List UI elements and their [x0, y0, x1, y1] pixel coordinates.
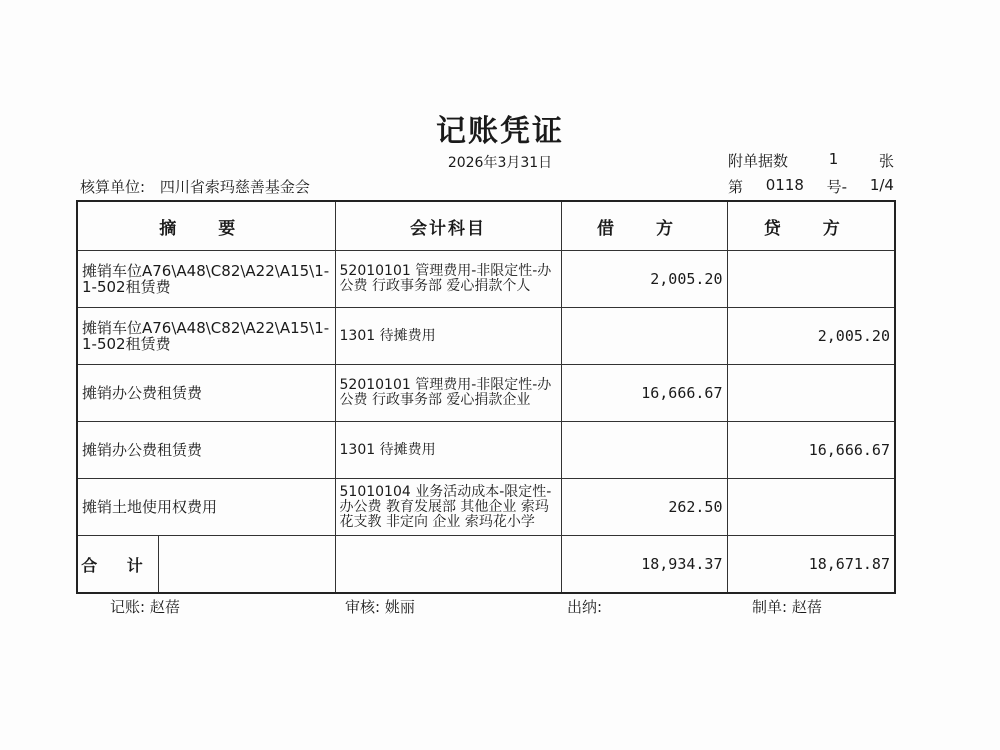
- row-subject: 52010101 管理费用-非限定性-办公费 行政事务部 爱心捐款个人: [335, 251, 561, 308]
- row-credit: [727, 365, 895, 422]
- attachment-label: 附单据数: [728, 152, 789, 170]
- table-row: [77, 308, 895, 365]
- row-debit: 2,005.20: [561, 251, 727, 308]
- row-subject: 1301 待摊费用: [335, 308, 561, 365]
- row-debit: [561, 422, 727, 479]
- attachment-number: 1: [828, 150, 839, 168]
- table-header-row: [77, 201, 895, 251]
- header-subject: 会计科目: [335, 201, 561, 251]
- attachment-count: [728, 150, 894, 171]
- row-summary: 摊销土地使用权费用: [77, 479, 335, 536]
- row-credit: 16,666.67: [727, 422, 895, 479]
- row-credit: 2,005.20: [727, 308, 895, 365]
- cashier-signature: 出纳:: [567, 598, 603, 616]
- voucher-number-prefix: 第: [728, 178, 744, 196]
- total-subject: [335, 536, 561, 594]
- table-row: [77, 422, 895, 479]
- row-subject: 51010104 业务活动成本-限定性-办公费 教育发展部 其他企业 索玛花支教 非定向 企业 索玛花小学: [335, 479, 561, 536]
- bookkeeper-signature: 记账: 赵蓓: [110, 598, 180, 616]
- accounting-unit: [80, 176, 310, 197]
- preparer-signature: 制单: 赵蓓: [752, 598, 822, 616]
- header-summary: 摘 要: [77, 201, 335, 251]
- total-label-cell: [77, 536, 335, 594]
- row-summary: 摊销车位A76\A48\C82\A22\A15\1-1-502租赁费: [77, 308, 335, 365]
- voucher-title: 记账凭证: [436, 114, 564, 149]
- header-debit: 借 方: [561, 201, 727, 251]
- attachment-unit: 张: [878, 152, 894, 170]
- total-row: [77, 536, 895, 594]
- row-debit: 262.50: [561, 479, 727, 536]
- voucher-number-suffix: 号-: [826, 178, 848, 196]
- row-credit: [727, 479, 895, 536]
- accounting-unit-name: 四川省索玛慈善基金会: [159, 178, 310, 196]
- accounting-unit-label: 核算单位:: [80, 178, 146, 196]
- row-summary: 摊销办公费租赁费: [77, 365, 335, 422]
- row-summary: 摊销车位A76\A48\C82\A22\A15\1-1-502租赁费: [77, 251, 335, 308]
- table-row: [77, 251, 895, 308]
- row-summary: 摊销办公费租赁费: [77, 422, 335, 479]
- ledger-table: [76, 200, 896, 594]
- total-debit: 18,934.37: [561, 536, 727, 594]
- total-spacer: [159, 536, 335, 592]
- row-subject: 52010101 管理费用-非限定性-办公费 行政事务部 爱心捐款企业: [335, 365, 561, 422]
- voucher-number-value: 0118: [765, 176, 804, 194]
- table-row: [77, 479, 895, 536]
- row-debit: [561, 308, 727, 365]
- row-debit: 16,666.67: [561, 365, 727, 422]
- voucher-date: 2026年3月31日: [447, 155, 553, 171]
- table-row: [77, 365, 895, 422]
- voucher-number: [728, 176, 894, 197]
- total-credit: 18,671.87: [727, 536, 895, 594]
- total-label: 合 计: [78, 536, 159, 592]
- header-credit: 贷 方: [727, 201, 895, 251]
- voucher-page: 1/4: [869, 176, 894, 194]
- row-subject: 1301 待摊费用: [335, 422, 561, 479]
- reviewer-signature: 审核: 姚丽: [345, 598, 415, 616]
- row-credit: [727, 251, 895, 308]
